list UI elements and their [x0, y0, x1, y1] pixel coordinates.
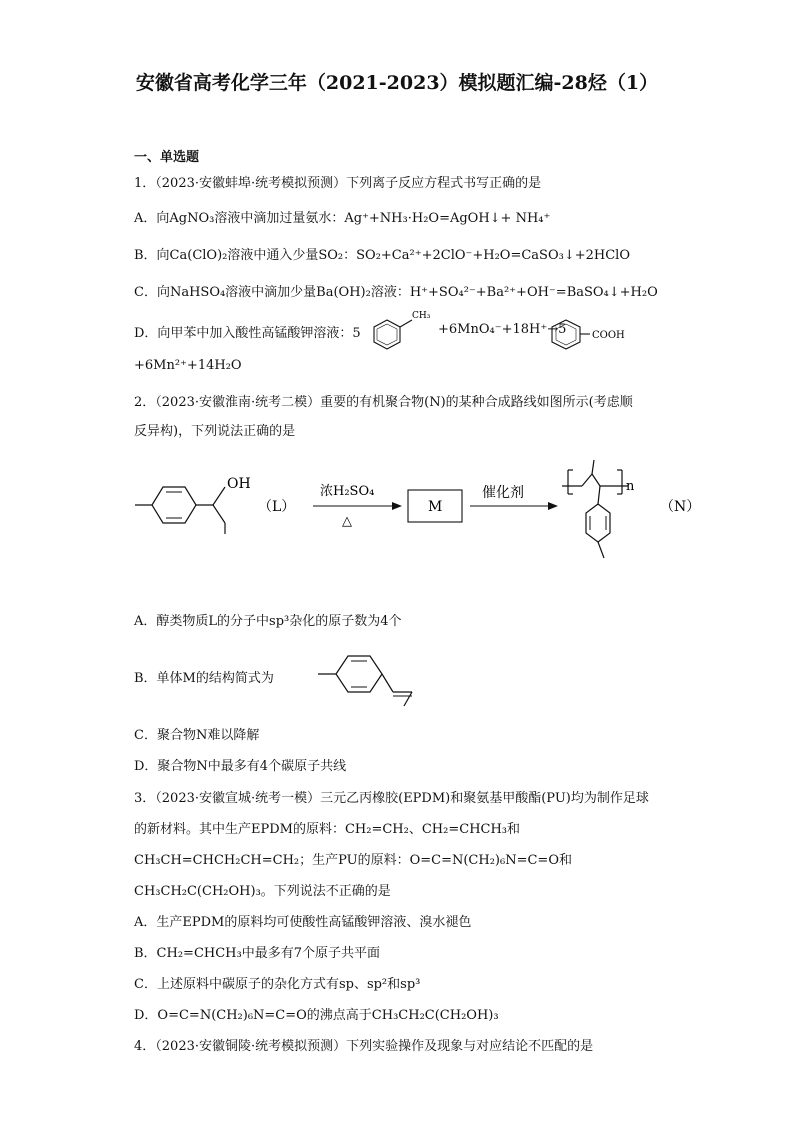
q2-option-a: A．醇类物质L的分子中sp³杂化的原子数为4个 — [134, 614, 402, 629]
q2-option-d: D．聚合物N中最多有4个碳原子共线 — [134, 759, 347, 774]
benzoic-cooh-label: COOH — [592, 330, 625, 341]
q1-option-d-prefix: D．向甲苯中加入酸性高锰酸钾溶液：5 — [134, 326, 361, 341]
q3-option-b: B．CH₂=CHCH₃中最多有7个原子共平面 — [134, 946, 380, 961]
q2-option-b: B．单体M的结构简式为 — [134, 671, 274, 686]
catalyst-label: 催化剂 — [482, 485, 524, 501]
oh-label: OH — [227, 476, 251, 492]
repeat-n-label: n — [626, 479, 635, 494]
q1-option-b: B．向Ca(ClO)₂溶液中通入少量SO₂：SO₂+Ca²⁺+2ClO⁻+H₂O=CaSO₃↓+2HClO — [134, 248, 630, 263]
page-title: 安徽省高考化学三年（2021-2023）模拟题汇编-28烃（1） — [135, 72, 659, 94]
label-L: （L） — [258, 499, 296, 515]
monomer-M-structure — [300, 636, 440, 711]
q3-stem-line3: CH₃CH=CHCH₂CH=CH₂；生产PU的原料：O=C=N(CH₂)₆N=C=O和 — [134, 853, 572, 868]
q1-option-d-cont: +6Mn²⁺+14H₂O — [134, 358, 242, 373]
toluene-ch3-label: CH₃ — [412, 311, 431, 321]
q3-stem-line4: CH₃CH₂C(CH₂OH)₃。下列说法不正确的是 — [134, 884, 391, 899]
q1-stem: 1．（2023·安徽蚌埠·统考模拟预测）下列离子反应方程式书写正确的是 — [134, 176, 542, 191]
benzoic-acid-structure — [548, 312, 638, 354]
toluene-structure — [372, 312, 432, 354]
q3-stem-line2: 的新材料。其中生产EPDM的原料：CH₂=CH₂、CH₂=CHCH₃和 — [134, 822, 521, 837]
section-heading: 一、单选题 — [134, 150, 200, 165]
label-M: M — [428, 499, 443, 515]
q2-option-c: C．聚合物N难以降解 — [134, 728, 260, 743]
q2-stem-line1: 2．（2023·安徽淮南·统考二模）重要的有机聚合物(N)的某种合成路线如图所示(考虑顺 — [134, 395, 633, 410]
reagent-label: 浓H₂SO₄ — [320, 484, 375, 499]
reaction-scheme — [130, 450, 700, 575]
molecule-L — [135, 476, 251, 534]
q1-option-c: C．向NaHSO₄溶液中滴加少量Ba(OH)₂溶液：H⁺+SO₄²⁻+Ba²⁺+OH⁻=BaSO₄↓+H₂O — [134, 285, 658, 300]
q2-stem-line2: 反异构)，下列说法正确的是 — [134, 424, 296, 439]
q3-option-a: A．生产EPDM的原料均可使酸性高锰酸钾溶液、溴水褪色 — [134, 915, 472, 930]
q1-option-d-mid: +6MnO₄⁻+18H⁺→5 — [438, 322, 567, 337]
q3-option-c: C．上述原料中碳原子的杂化方式有sp、sp²和sp³ — [134, 977, 421, 992]
polymer-N — [562, 460, 635, 558]
q3-option-d: D．O=C=N(CH₂)₆N=C=O的沸点高于CH₃CH₂C(CH₂OH)₃ — [134, 1008, 499, 1023]
label-N: （N） — [660, 499, 701, 515]
q3-stem-line1: 3．（2023·安徽宣城·统考一模）三元乙丙橡胶(EPDM)和聚氨基甲酸酯(PU)均为制作足球 — [134, 791, 649, 806]
q1-option-a: A．向AgNO₃溶液中滴加过量氨水：Ag⁺+NH₃·H₂O=AgOH↓+ NH₄⁺ — [134, 211, 551, 226]
q4-stem: 4．（2023·安徽铜陵·统考模拟预测）下列实验操作及现象与对应结论不匹配的是 — [134, 1039, 594, 1054]
heat-label: △ — [342, 514, 352, 529]
